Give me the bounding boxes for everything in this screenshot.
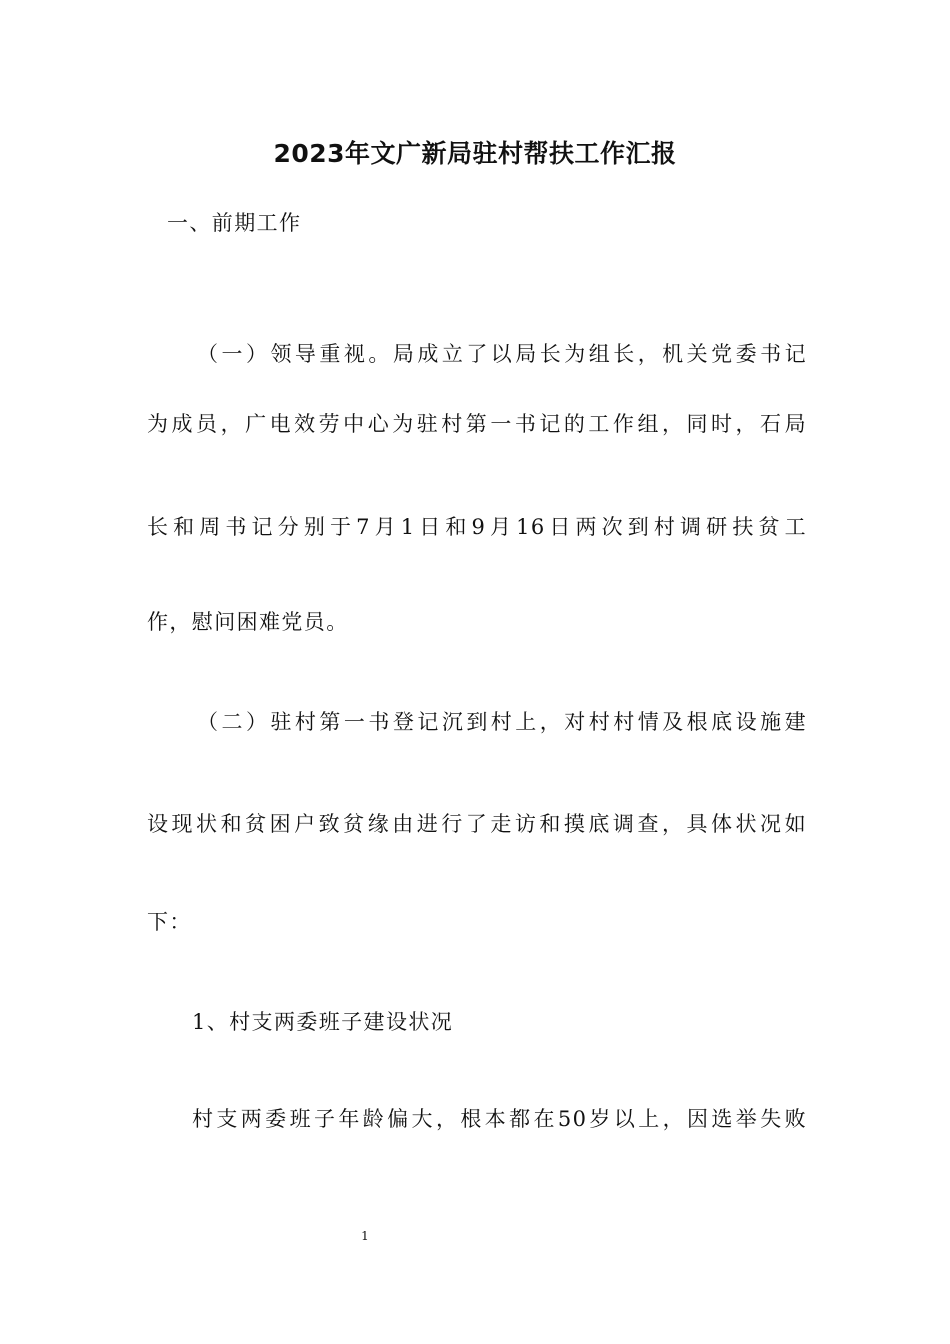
paragraph-line: （二）驻村第一书登记沉到村上，对村村情及根底设施建 bbox=[197, 710, 807, 734]
page-number: 1 bbox=[361, 1229, 369, 1243]
paragraph-line: 设现状和贫困户致贫缘由进行了走访和摸底调查，具体状况如 bbox=[147, 812, 807, 836]
paragraph-line: 作，慰问困难党员。 bbox=[147, 610, 349, 634]
paragraph-line: 下： bbox=[147, 910, 192, 934]
document-title: 2023年文广新局驻村帮扶工作汇报 bbox=[273, 139, 677, 168]
paragraph-line: （一）领导重视。局成立了以局长为组长，机关党委书记 bbox=[197, 342, 807, 366]
section-heading-preliminary-work: 一、前期工作 bbox=[167, 211, 302, 235]
subsection-heading-committee-status: 1、村支两委班子建设状况 bbox=[192, 1010, 454, 1034]
paragraph-line: 为成员，广电效劳中心为驻村第一书记的工作组，同时，石局 bbox=[147, 412, 807, 436]
paragraph-line: 长和周书记分别于7月1日和9月16日两次到村调研扶贫工 bbox=[147, 515, 807, 539]
paragraph-line: 村支两委班子年龄偏大，根本都在50岁以上，因选举失败 bbox=[192, 1107, 807, 1131]
